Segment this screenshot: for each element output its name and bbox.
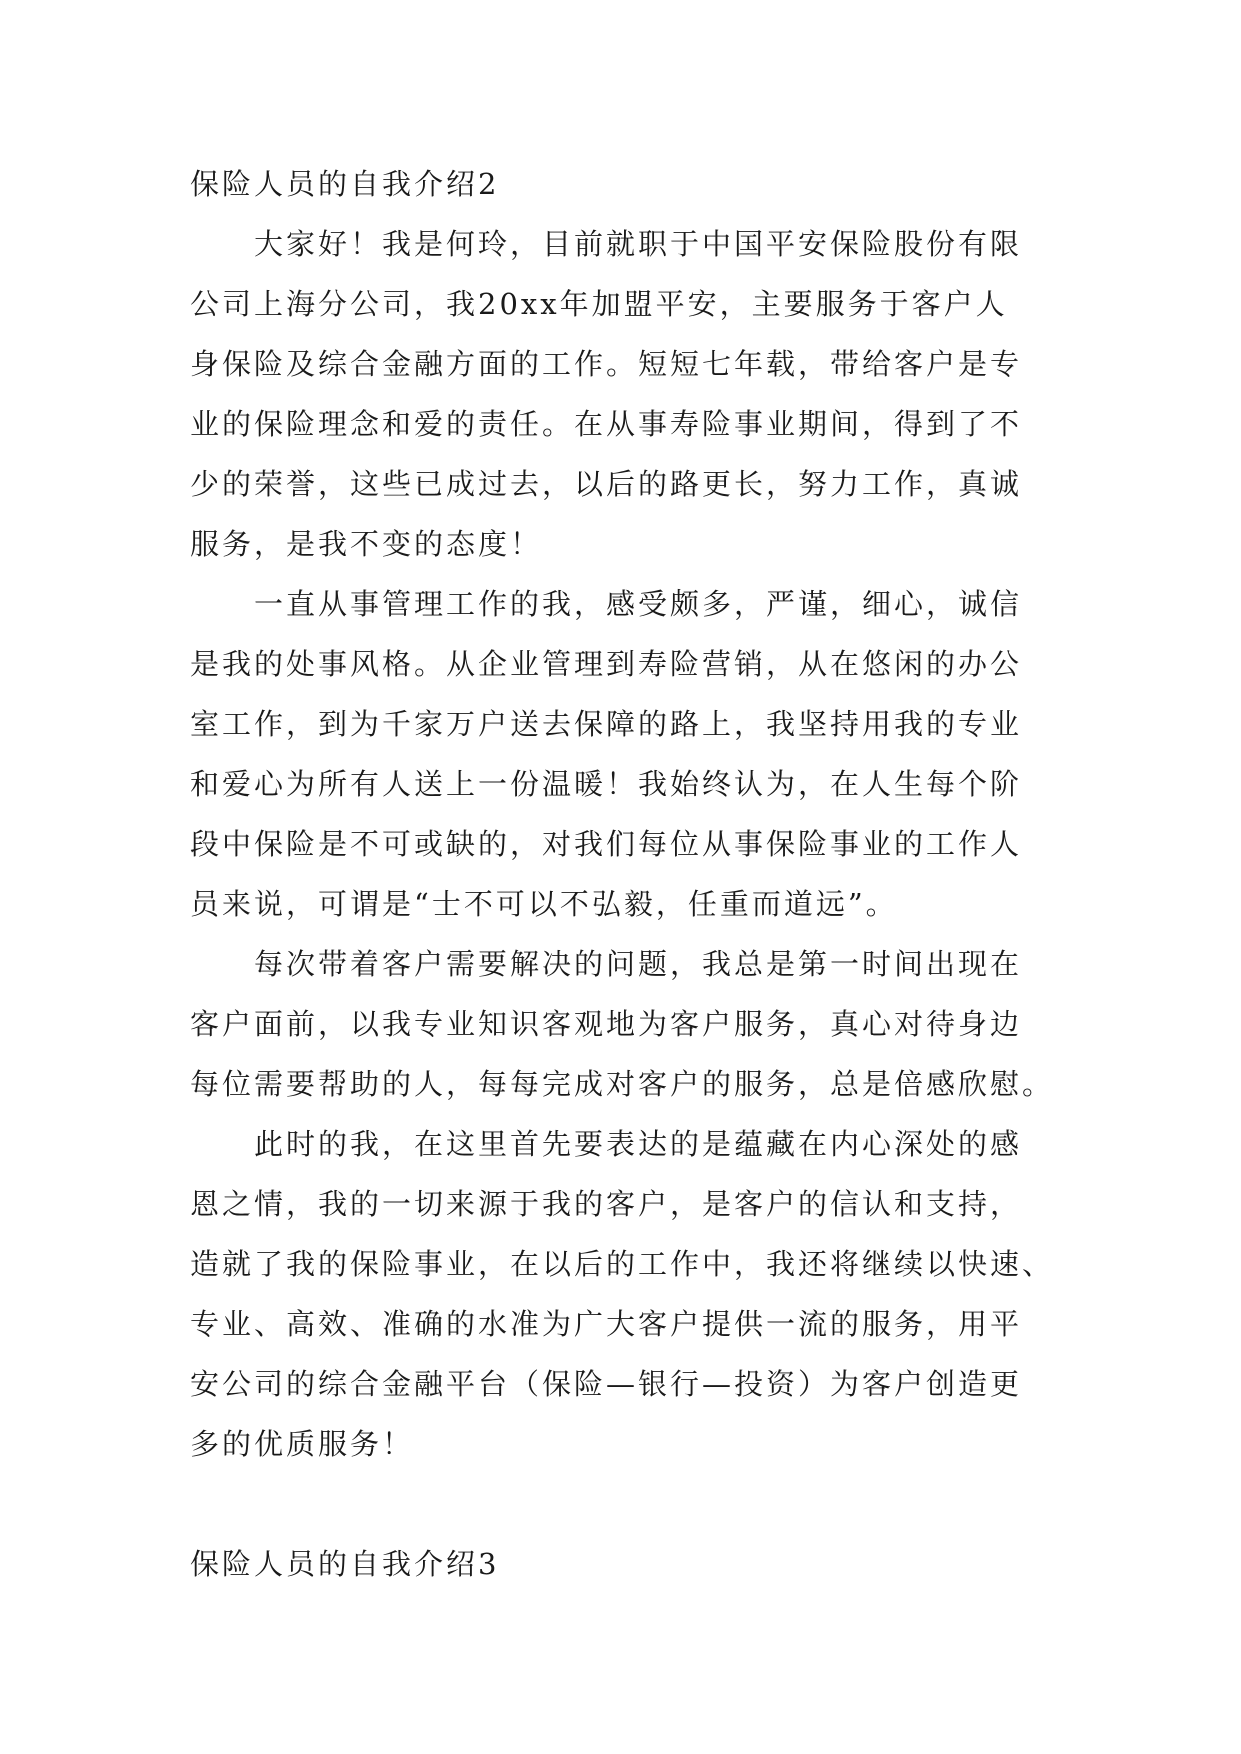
paragraph-line: 每位需要帮助的人，每每完成对客户的服务，总是倍感欣慰。	[190, 1067, 1055, 1101]
paragraph-line: 室工作，到为千家万户送去保障的路上，我坚持用我的专业	[190, 707, 1023, 741]
paragraph-line: 业的保险理念和爱的责任。在从事寿险事业期间，得到了不	[190, 407, 1023, 441]
paragraph-line: 一直从事管理工作的我，感受颇多，严谨，细心，诚信	[254, 587, 1023, 621]
paragraph-line: 大家好！我是何玲，目前就职于中国平安保险股份有限	[254, 227, 1023, 261]
paragraph-line: 多的优质服务！	[190, 1427, 415, 1461]
section-heading: 保险人员的自我介绍3	[190, 1547, 500, 1581]
paragraph-line: 少的荣誉，这些已成过去，以后的路更长，努力工作，真诚	[190, 467, 1023, 501]
paragraph-line: 专业、高效、准确的水准为广大客户提供一流的服务，用平	[190, 1307, 1023, 1341]
paragraph-line: 客户面前，以我专业知识客观地为客户服务，真心对待身边	[190, 1007, 1023, 1041]
paragraph-line: 此时的我，在这里首先要表达的是蕴藏在内心深处的感	[254, 1127, 1023, 1161]
paragraph-line: 段中保险是不可或缺的，对我们每位从事保险事业的工作人	[190, 827, 1023, 861]
paragraph-line: 身保险及综合金融方面的工作。短短七年载，带给客户是专	[190, 347, 1023, 381]
section-heading: 保险人员的自我介绍2	[190, 167, 500, 201]
paragraph-line: 公司上海分公司，我20xx年加盟平安，主要服务于客户人	[190, 287, 1008, 321]
paragraph-line: 恩之情，我的一切来源于我的客户，是客户的信认和支持，	[190, 1187, 1023, 1221]
paragraph-line: 员来说，可谓是“士不可以不弘毅，任重而道远”。	[190, 887, 898, 921]
paragraph-line: 是我的处事风格。从企业管理到寿险营销，从在悠闲的办公	[190, 647, 1023, 681]
paragraph-line: 每次带着客户需要解决的问题，我总是第一时间出现在	[254, 947, 1023, 981]
paragraph-line: 服务，是我不变的态度！	[190, 527, 543, 561]
paragraph-line: 安公司的综合金融平台（保险—银行—投资）为客户创造更	[190, 1367, 1023, 1401]
paragraph-line: 造就了我的保险事业，在以后的工作中，我还将继续以快速、	[190, 1247, 1055, 1281]
paragraph-line: 和爱心为所有人送上一份温暖！我始终认为，在人生每个阶	[190, 767, 1023, 801]
